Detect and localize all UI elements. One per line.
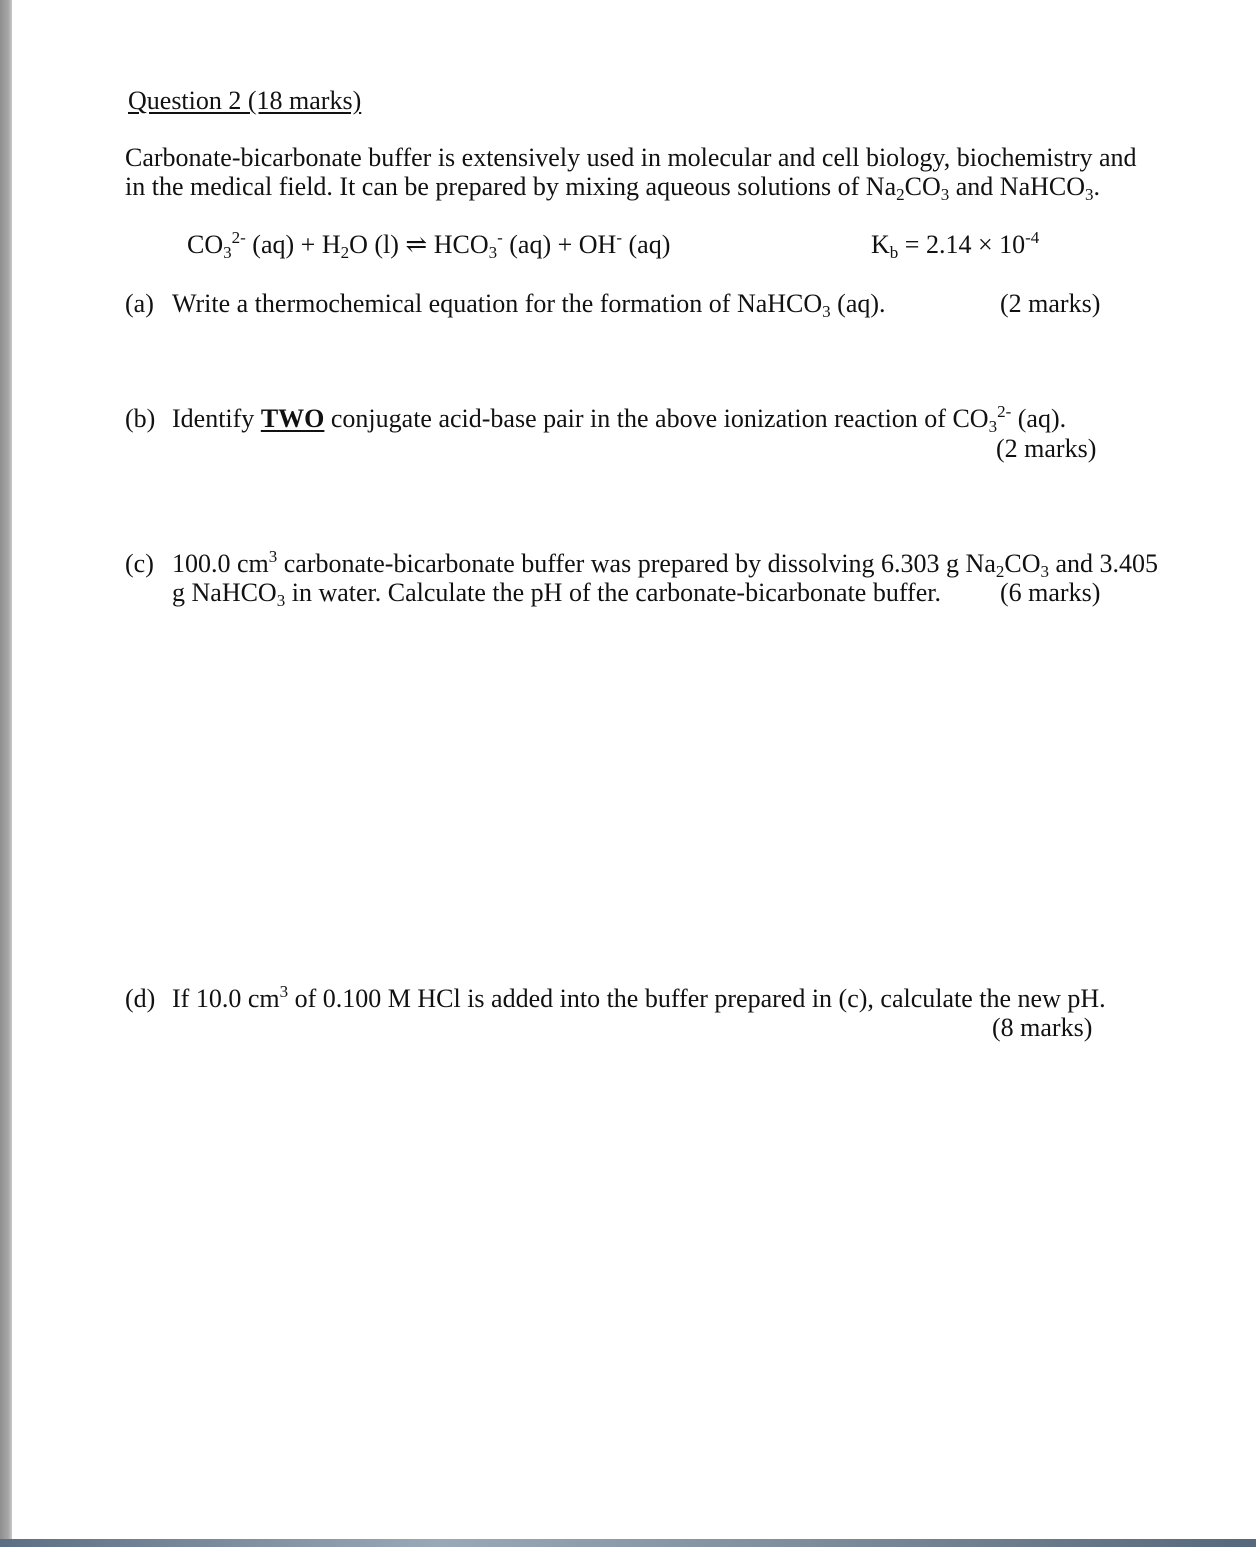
viewer-left-edge [0, 0, 12, 1547]
part-b-label: (b) [125, 404, 156, 433]
kb-value: $K_b = 2.14 \times 10^{-4}$ [871, 228, 1040, 262]
part-b-text: Identify TWO conjugate acid-base pair in the above ionization reaction of $CO_3^{2-}$ (aq). [172, 402, 1067, 436]
ionization-equation: $CO_3^{2-}$ $(aq) + H_2O$ (l) ⇌ $HCO_3^-$ (aq) + OH- (aq) [187, 228, 671, 262]
question-title: Question 2 (18 marks) [128, 86, 362, 115]
document-page [12, 0, 1256, 1539]
part-c-label: (c) [125, 549, 154, 578]
intro-line-2: in the medical field. It can be prepared by mixing aqueous solutions of $Na_2CO_3$ and NaHCO$_3$. [125, 172, 1101, 204]
part-d-text: If 10.0 $cm^3$ of 0.100 M HCl is added into the buffer prepared in (c), calculate the new pH. [172, 982, 1106, 1013]
part-c-line-2: g NaHCO$_3$ in water. Calculate the pH of the carbonate-bicarbonate buffer. [172, 578, 941, 610]
part-a-label: (a) [125, 289, 154, 318]
part-c-line-1: 100.0 $cm^3$ carbonate-bicarbonate buffer was prepared by dissolving 6.303 g $Na_2CO_3$ and 3.405 [172, 547, 1159, 581]
part-d-label: (d) [125, 984, 156, 1013]
part-c-marks: (6 marks) [1000, 578, 1101, 607]
part-b-marks: (2 marks) [996, 434, 1097, 463]
part-a-marks: (2 marks) [1000, 289, 1101, 318]
viewer-bottom-edge [0, 1539, 1256, 1547]
part-a-text: Write a thermochemical equation for the formation of NaHCO$_3$ (aq). [172, 289, 886, 321]
intro-line-1: Carbonate-bicarbonate buffer is extensively used in molecular and cell biology, biochemistry and [125, 143, 1137, 172]
part-d-marks: (8 marks) [992, 1013, 1093, 1042]
